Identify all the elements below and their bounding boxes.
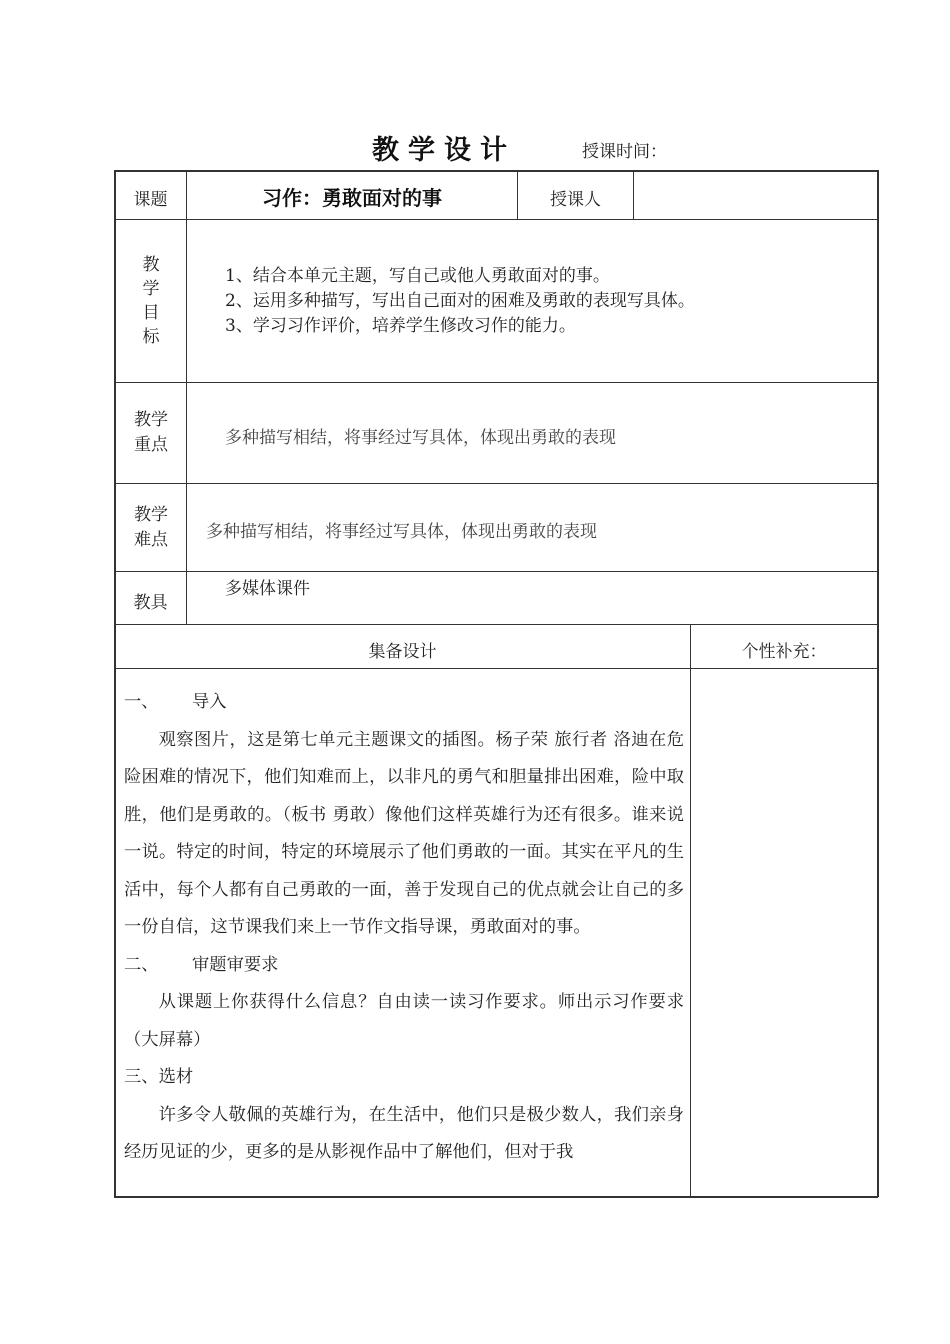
topic-label: 课题 xyxy=(133,190,168,210)
section-title: 审题审要求 xyxy=(192,954,279,975)
material-paragraph: 许多令人敬佩的英雄行为，在生活中，他们只是极少数人，我们亲身经历见证的少，更多的是从影视作品中了解他们，但对于我 xyxy=(124,1104,684,1162)
lesson-design-content xyxy=(124,684,684,1172)
section-heading-intro xyxy=(124,684,684,722)
key-points-value: 多种描写相结，将事经过写具体，体现出勇敢的表现 xyxy=(225,428,616,448)
label-column-divider xyxy=(186,170,187,625)
difficulty-value: 多种描写相结，将事经过写具体，体现出勇敢的表现 xyxy=(206,522,597,542)
goals-list xyxy=(225,264,865,339)
difficulty-label xyxy=(116,503,186,553)
table-row-divider xyxy=(114,483,878,484)
requirements-paragraph: 从课题上你获得什么信息？自由读一读习作要求。师出示习作要求（大屏幕） xyxy=(124,992,684,1050)
difficulty-label-line: 教学 xyxy=(134,505,168,525)
section-number: 一、 xyxy=(124,692,159,712)
goals-label-char: 目 xyxy=(142,303,160,323)
intro-paragraph: 观察图片，这是第七单元主题课文的插图。杨子荣 旅行者 洛迪在危险困难的情况下，他们知难而上，以非凡的勇气和胆量排出困难，险中取胜，他们是勇敢的。（板书 勇敢）像他们这样英雄行为还有很多。谁来说一说。特定的时间，特定的环境展示了他们勇敢的一面。其实在平凡的生活中，每个人都有自己勇敢的一面，善于发现自己的优点就会让自己的多一份自信，这节课我们来上一节作文指导课，勇敢面对的事。 xyxy=(124,729,684,937)
goal-item: 1、结合本单元主题，写自己或他人勇敢面对的事。 xyxy=(225,266,610,286)
personal-column-divider xyxy=(690,624,691,1197)
design-header: 集备设计 xyxy=(368,642,437,662)
goals-label xyxy=(116,253,186,349)
goals-label-char: 教 xyxy=(142,255,160,275)
goals-label-char: 标 xyxy=(142,327,160,347)
key-points-label-line: 教学 xyxy=(134,410,168,430)
teacher-column-divider xyxy=(633,170,634,220)
table-border-right xyxy=(877,170,879,1197)
table-row-divider xyxy=(114,624,878,625)
table-row-divider xyxy=(114,219,878,220)
section-heading-requirements xyxy=(124,947,684,985)
difficulty-label-line: 难点 xyxy=(134,530,168,550)
table-border-top xyxy=(114,170,878,172)
class-time-label: 授课时间： xyxy=(582,142,667,162)
teacher-label: 授课人 xyxy=(550,190,601,210)
topic-value: 习作：勇敢面对的事 xyxy=(262,186,442,210)
goal-item: 3、学习习作评价，培养学生修改习作的能力。 xyxy=(225,316,576,336)
goals-label-char: 学 xyxy=(142,279,160,299)
table-row-divider xyxy=(114,382,878,383)
section-title: 导入 xyxy=(192,692,227,712)
section-heading-material: 三、选材 xyxy=(124,1067,194,1087)
key-points-label xyxy=(116,408,186,458)
tools-value: 多媒体课件 xyxy=(225,579,310,599)
table-row-divider xyxy=(114,571,878,572)
key-points-label-line: 重点 xyxy=(134,435,168,455)
section-number: 二、 xyxy=(124,954,159,975)
goal-item: 2、运用多种描写，写出自己面对的困难及勇敢的表现写具体。 xyxy=(225,291,695,311)
tools-label: 教具 xyxy=(133,593,168,613)
table-row-divider xyxy=(114,668,878,669)
table-border-bottom xyxy=(114,1196,878,1198)
personal-header: 个性补充： xyxy=(741,642,827,662)
document-title: 教学设计 xyxy=(372,135,516,166)
